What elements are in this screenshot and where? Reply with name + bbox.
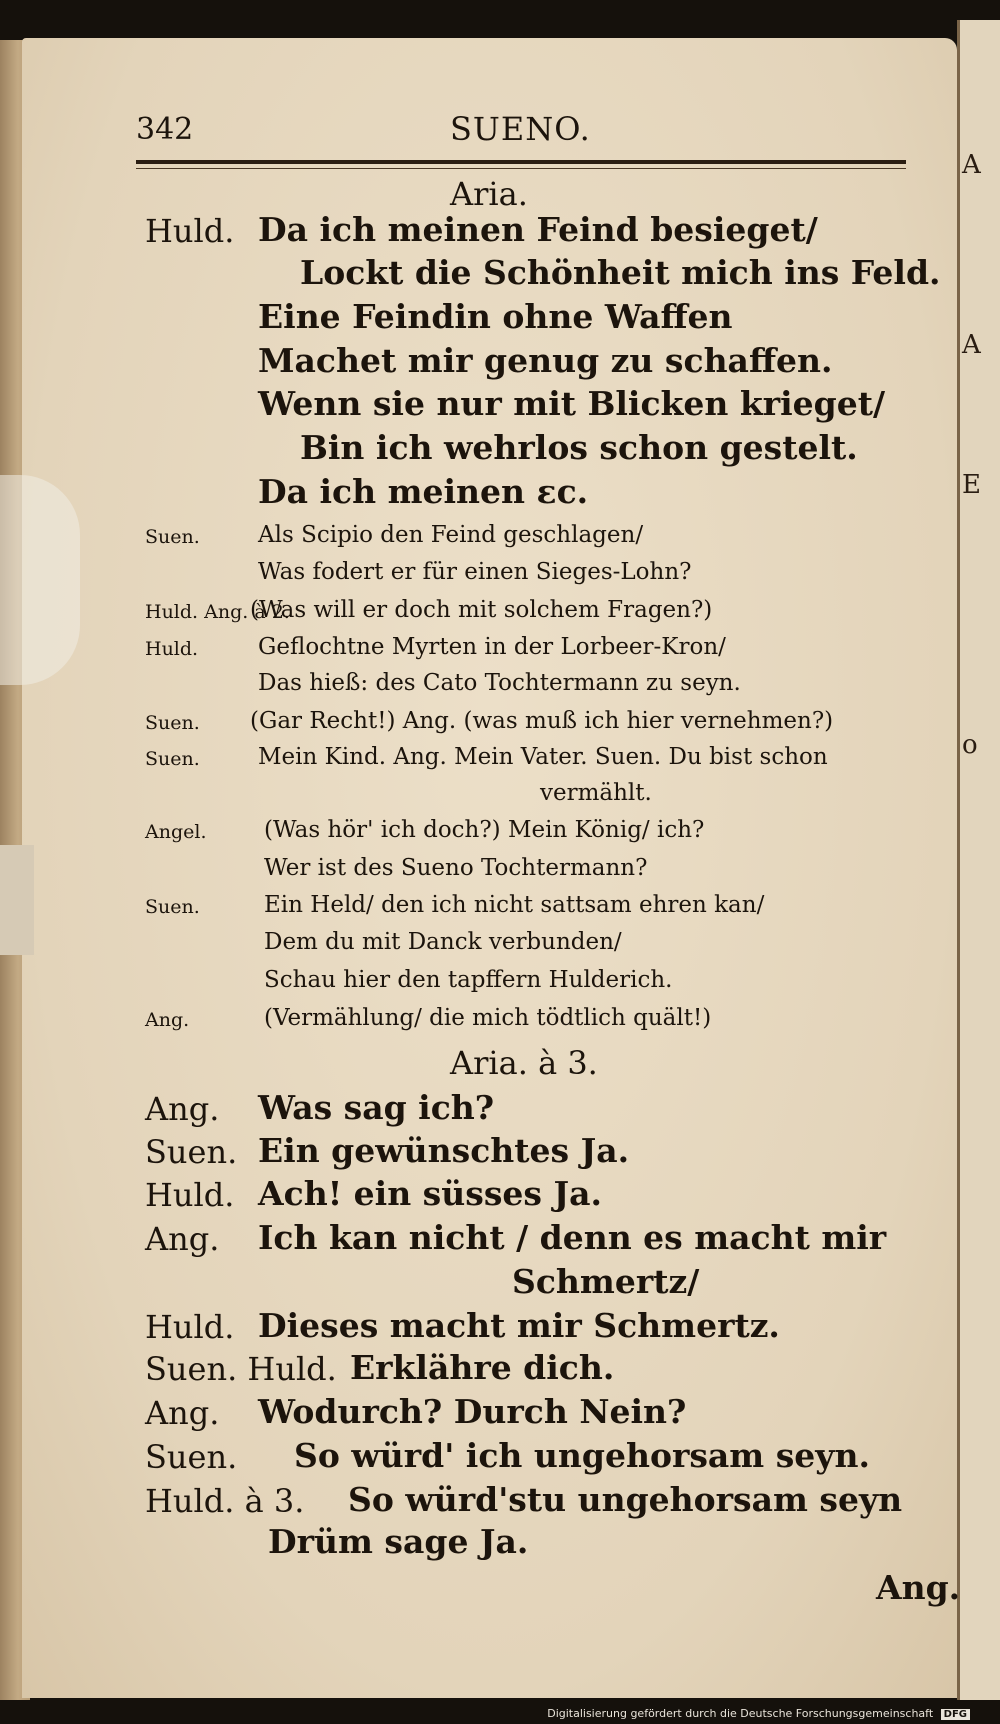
verse-line: Geflochtne Myrten in der Lorbeer-Kron/ [258, 634, 726, 660]
speaker-label: Suen. [145, 896, 200, 918]
speaker-label: Huld. Ang. à 2. [145, 601, 290, 623]
verse-line: (Was hör' ich doch?) Mein König/ ich? [264, 817, 705, 843]
verse-line: Dem du mit Danck verbunden/ [264, 929, 622, 955]
verse-line: So würd' ich ungehorsam seyn. [294, 1436, 870, 1475]
verse-line: Wer ist des Sueno Tochtermann? [264, 855, 648, 881]
verse-line: So würd'stu ungehorsam seyn [348, 1480, 903, 1519]
verse-line: Ein gewünschtes Ja. [258, 1131, 630, 1170]
speaker-label: Suen. [145, 748, 200, 770]
speaker-label: Suen. [145, 1133, 238, 1171]
verse-line: Was fodert er für einen Sieges-Lohn? [258, 559, 692, 585]
verse-line: Ich kan nicht / denn es macht mir [258, 1218, 887, 1257]
facing-page-edge [957, 20, 1000, 1700]
verse-line: Dieses macht mir Schmertz. [258, 1306, 780, 1345]
speaker-label: Ang. [145, 1394, 220, 1432]
page-number: 342 [136, 112, 194, 147]
verse-line: Ach! ein süsses Ja. [258, 1174, 602, 1213]
verse-line: Wodurch? Durch Nein? [258, 1392, 687, 1431]
footer-credit [547, 1707, 970, 1720]
speaker-label: Ang. [145, 1220, 220, 1258]
verse-line: Lockt die Schönheit mich ins Feld. [300, 253, 941, 292]
verse-line: Bin ich wehrlos schon gestelt. [300, 428, 858, 467]
aria-heading: Aria. [450, 175, 528, 213]
page-clip [0, 475, 80, 685]
header-rule-thin [136, 168, 906, 169]
verse-line: (Gar Recht!) Ang. (was muß ich hier vernehmen?) [250, 708, 834, 734]
running-title: SUENO. [450, 110, 591, 148]
verse-line: Da ich meinen Feind besieget/ [258, 210, 818, 249]
speaker-label: Suen. Huld. [145, 1350, 337, 1388]
verse-line: Ein Held/ den ich nicht sattsam ehren kan/ [264, 892, 765, 918]
verse-line: Mein Kind. Ang. Mein Vater. Suen. Du bist schon [258, 744, 828, 770]
speaker-label: Suen. [145, 526, 200, 548]
bookmark-ribbon [0, 845, 34, 955]
verse-line: Ang. [876, 1568, 961, 1607]
verso-fragment: A [962, 330, 981, 360]
speaker-label: Huld. [145, 212, 235, 250]
verse-line: Was sag ich? [258, 1088, 495, 1127]
verso-fragment: A [962, 150, 981, 180]
speaker-label: Suen. [145, 712, 200, 734]
verse-line: Schau hier den tapffern Hulderich. [264, 967, 673, 993]
verse-line: Eine Feindin ohne Waffen [258, 297, 733, 336]
verse-line: Machet mir genug zu schaffen. [258, 341, 833, 380]
verse-line: vermählt. [540, 780, 652, 806]
verse-line: Erklähre dich. [350, 1348, 615, 1387]
verse-line: Das hieß: des Cato Tochtermann zu seyn. [258, 670, 741, 696]
speaker-label: Ang. [145, 1009, 190, 1031]
verso-fragment: E [962, 470, 981, 500]
speaker-label: Huld. [145, 638, 199, 660]
footer-credit-text: Digitalisierung gefördert durch die Deutsche Forschungsgemeinschaft [547, 1707, 934, 1720]
speaker-label: Huld. à 3. [145, 1482, 305, 1520]
header-rule [136, 160, 906, 164]
aria-heading: Aria. à 3. [450, 1044, 598, 1082]
dfg-logo: DFG [941, 1709, 970, 1720]
verse-line: Als Scipio den Feind geschlagen/ [258, 522, 644, 548]
speaker-label: Angel. [145, 821, 207, 843]
verse-line: (Vermählung/ die mich tödtlich quält!) [264, 1005, 712, 1031]
verse-line: Da ich meinen ɛc. [258, 472, 589, 511]
speaker-label: Huld. [145, 1176, 235, 1214]
speaker-label: Ang. [145, 1090, 220, 1128]
speaker-label: Huld. [145, 1308, 235, 1346]
verso-fragment: o [962, 730, 978, 760]
verse-line: Wenn sie nur mit Blicken krieget/ [258, 384, 886, 423]
verse-line: Schmertz/ [512, 1262, 700, 1301]
verse-line: Drüm sage Ja. [268, 1522, 529, 1561]
verse-line: (Was will er doch mit solchem Fragen?) [250, 597, 713, 623]
speaker-label: Suen. [145, 1438, 238, 1476]
